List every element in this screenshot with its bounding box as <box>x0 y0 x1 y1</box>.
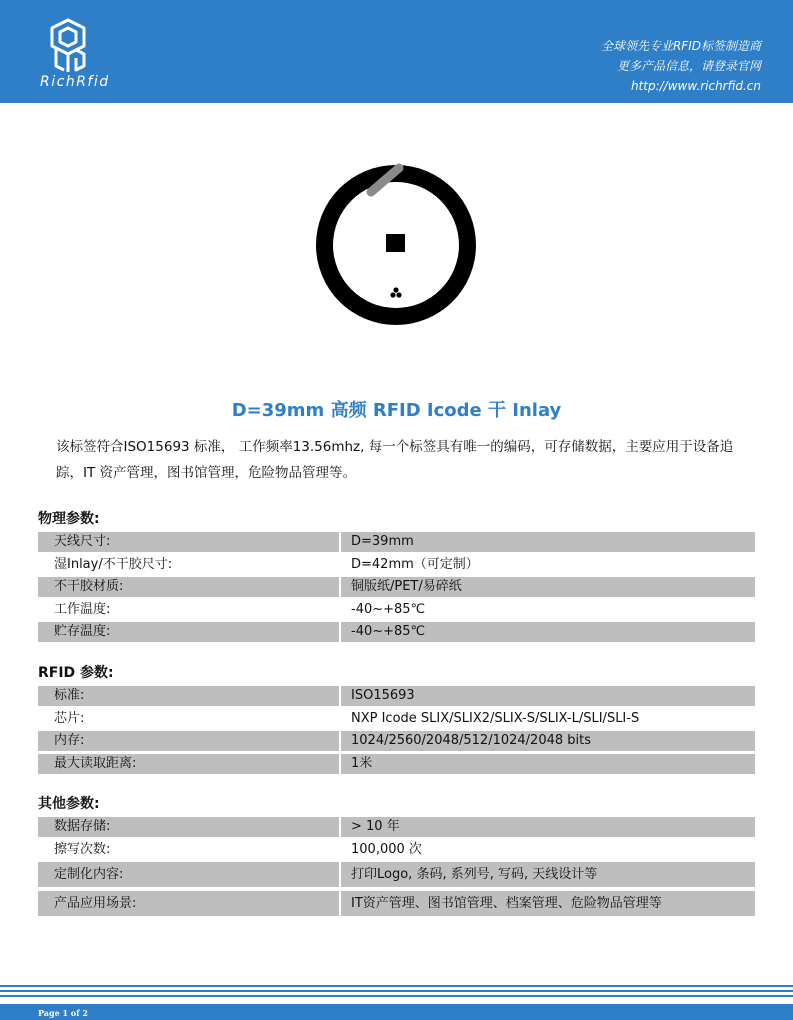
tagline-line-1: 全球领先专业RFID标签制造商 <box>600 39 761 53</box>
param-value: IT资产管理、图书馆管理、档案管理、危险物品管理等 <box>341 891 755 916</box>
page-header <box>0 0 793 103</box>
table-row <box>38 532 755 552</box>
table-row <box>38 577 755 597</box>
param-key: 标准: <box>38 686 339 706</box>
table-row <box>38 622 755 642</box>
table-row <box>38 555 755 575</box>
param-key: 最大读取距离: <box>38 754 339 774</box>
param-key: 不干胶材质: <box>38 577 339 597</box>
table-row <box>38 709 755 729</box>
other-params-section <box>38 794 755 919</box>
param-key: 天线尺寸: <box>38 532 339 552</box>
tagline-line-2: 更多产品信息，请登录官网 <box>616 59 761 73</box>
param-value: 打印Logo, 条码, 系列号, 写码, 天线设计等 <box>341 862 755 887</box>
table-row <box>38 686 755 706</box>
table-row <box>38 600 755 620</box>
section-title: RFID 参数: <box>38 665 114 681</box>
logo-text: RichRfid <box>40 74 110 90</box>
param-value: ISO15693 <box>341 686 755 706</box>
section-title: 物理参数: <box>38 511 100 527</box>
section-title: 其他参数: <box>38 796 100 812</box>
table-row <box>38 891 755 916</box>
param-key: 工作温度: <box>38 600 339 620</box>
param-value: 100,000 次 <box>341 840 755 860</box>
param-key: 产品应用场景: <box>38 891 339 916</box>
param-key: 数据存储: <box>38 817 339 837</box>
param-value: -40~+85℃ <box>341 600 755 620</box>
param-key: 定制化内容: <box>38 862 339 887</box>
param-value: 1024/2560/2048/512/1024/2048 bits <box>341 731 755 751</box>
table-row <box>38 862 755 887</box>
header-tagline <box>601 36 761 96</box>
param-value: -40~+85℃ <box>341 622 755 642</box>
param-value: NXP Icode SLIX/SLIX2/SLIX-S/SLIX-L/SLI/SLI-S <box>341 709 755 729</box>
param-key: 内存: <box>38 731 339 751</box>
product-title: D=39mm 高频 RFID Icode 干 Inlay <box>231 400 562 421</box>
table-row <box>38 731 755 751</box>
param-value: > 10 年 <box>341 817 755 837</box>
param-key: 芯片: <box>38 709 339 729</box>
physical-params-section <box>38 509 755 645</box>
rfid-inlay-image <box>305 160 491 328</box>
tagline-website: http://www.richrfid.cn <box>630 79 761 93</box>
table-row <box>38 840 755 860</box>
page-number: Page 1 of 2 <box>38 1008 88 1018</box>
param-key: 擦写次数: <box>38 840 339 860</box>
rfid-params-section <box>38 663 755 776</box>
param-value: 1米 <box>341 754 755 774</box>
param-key: 贮存温度: <box>38 622 339 642</box>
param-value: D=42mm（可定制） <box>341 555 755 575</box>
table-row <box>38 754 755 774</box>
product-description: 该标签符合ISO15693 标准， 工作频率13.56mhz, 每一个标签具有唯一的编码，可存储数据，主要应用于设备追踪，IT 资产管理，图书馆管理，危险物品管理等。 <box>56 439 734 481</box>
table-row <box>38 817 755 837</box>
page-footer <box>0 1004 793 1020</box>
param-value: 铜版纸/PET/易碎纸 <box>341 577 755 597</box>
param-value: D=39mm <box>341 532 755 552</box>
param-key: 湿Inlay/不干胶尺寸: <box>38 555 339 575</box>
footer-stripes <box>0 985 793 1000</box>
